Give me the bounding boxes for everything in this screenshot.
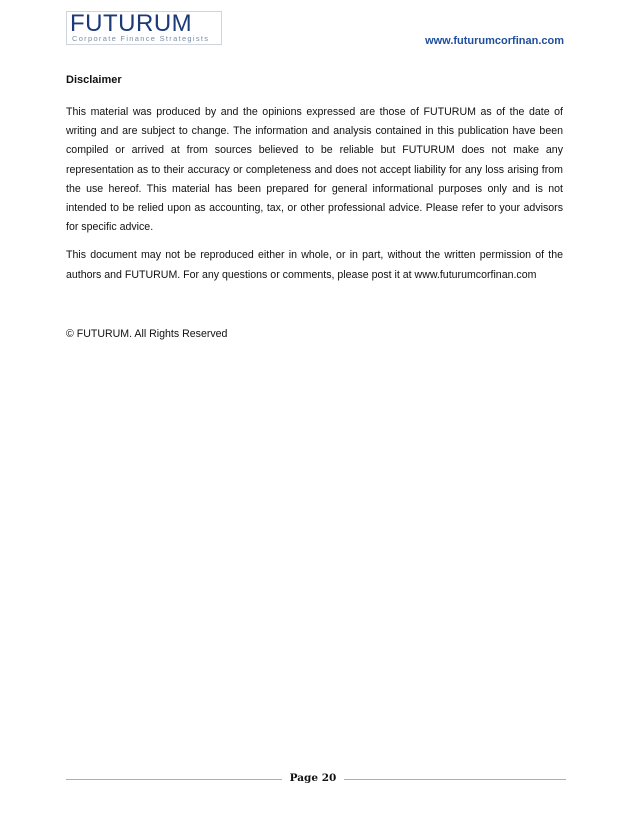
- disclaimer-paragraph-1: This material was produced by and the opinions expressed are those of FUTURUM as of the date of writing and are subject to change. The information and analysis contained in this publication have been compiled or arrived at from sources believed to be reliable but FUTURUM does not make any representation as to their accuracy or completeness and does not accept liability for any loss arising from the use hereof. This material has been prepared for general informational purposes only and is not intended to be relied upon as accounting, tax, or other professional advice. Please refer to your advisors for specific advice.: [66, 106, 563, 234]
- document-body: [66, 73, 563, 341]
- footer-rule-right: [344, 779, 566, 780]
- header-site-url[interactable]: www.futurumcorfinan.com: [425, 35, 564, 47]
- copyright-notice: © FUTURUM. All Rights Reserved: [66, 327, 228, 340]
- logo-wordmark: FUTURUM: [70, 10, 193, 37]
- page-number: Page 20: [289, 772, 337, 784]
- logo-tagline: Corporate Finance Strategists: [72, 34, 210, 43]
- futurum-logo: [66, 11, 222, 45]
- footer-rule-left: [66, 779, 282, 780]
- disclaimer-heading: Disclaimer: [66, 74, 122, 86]
- disclaimer-paragraph-2: This document may not be reproduced either in whole, or in part, without the written permission of the authors and FUTURUM. For any questions or comments, please post it at www.futurumcorfinan.com: [66, 249, 563, 281]
- page-header: [0, 0, 638, 60]
- page-footer: [66, 770, 566, 790]
